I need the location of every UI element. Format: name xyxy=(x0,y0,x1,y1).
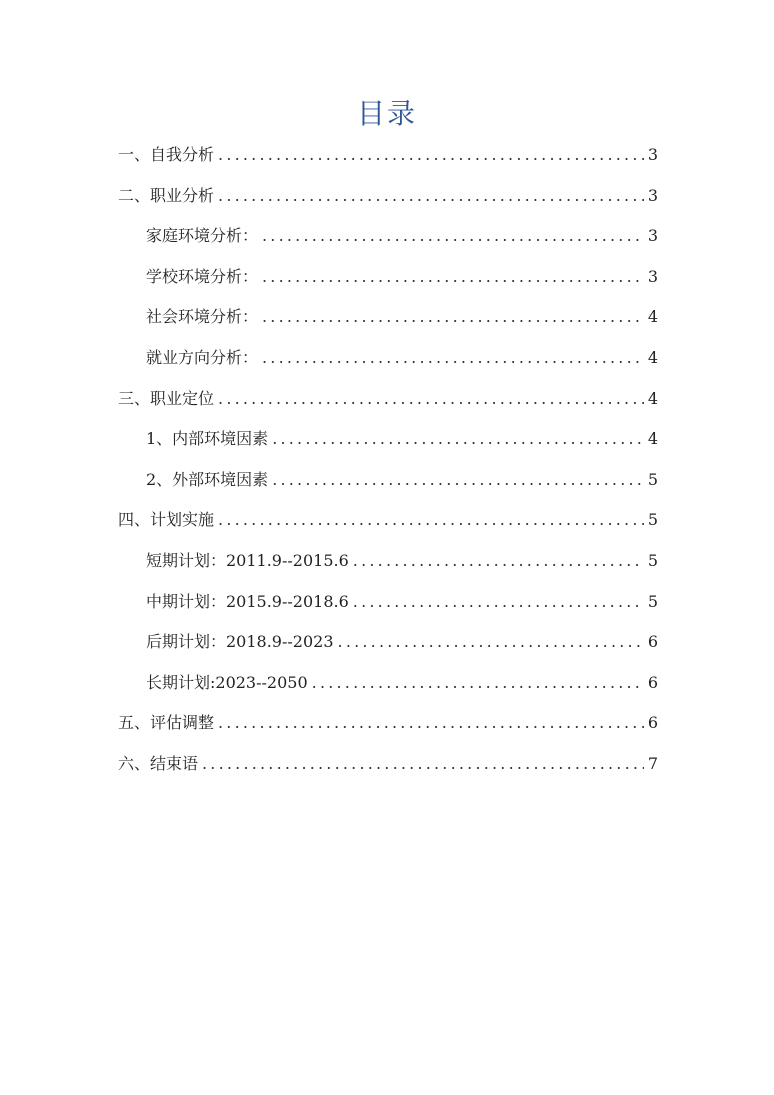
toc-subentry[interactable] xyxy=(118,589,658,630)
toc-leader-dots xyxy=(262,345,644,371)
toc-entry-label: 1、内部环境因素 xyxy=(146,429,269,449)
toc-leader-dots xyxy=(353,589,644,615)
toc-subentry[interactable] xyxy=(118,345,658,386)
toc-subentry[interactable] xyxy=(118,467,658,508)
toc-entry-label: 短期计划：2011.9--2015.6 xyxy=(146,550,349,570)
toc-leader-dots xyxy=(262,223,644,249)
toc-page-number: 7 xyxy=(647,753,658,773)
toc-entry-label: 学校环境分析： xyxy=(146,266,259,286)
toc-page-number: 4 xyxy=(647,347,658,367)
toc-entry[interactable] xyxy=(118,710,658,751)
toc-entry-label: 就业方向分析： xyxy=(146,347,259,367)
toc-leader-dots xyxy=(262,304,644,330)
toc-entry-label: 六、结束语 xyxy=(118,753,199,773)
toc-entry-label: 家庭环境分析： xyxy=(146,226,259,246)
toc-leader-dots xyxy=(312,670,644,696)
toc-leader-dots xyxy=(218,507,644,533)
toc-page-number: 5 xyxy=(647,469,658,489)
toc-leader-dots xyxy=(202,751,644,777)
toc-entry-number: 二、 xyxy=(118,185,151,205)
toc-page-number: 3 xyxy=(647,266,658,286)
toc-entry[interactable] xyxy=(118,183,658,224)
toc-entry-label: 职业定位 xyxy=(150,388,215,408)
toc-page-number: 4 xyxy=(647,429,658,449)
toc-entry-label: 2、外部环境因素 xyxy=(146,469,269,489)
toc-page-number: 5 xyxy=(647,550,658,570)
toc-entry-number: 四、 xyxy=(118,510,151,530)
toc-subentry[interactable] xyxy=(118,304,658,345)
toc-leader-dots xyxy=(353,548,644,574)
toc-entry-label: 自我分析 xyxy=(150,145,215,164)
toc-leader-dots xyxy=(218,183,644,209)
toc-page-number: 3 xyxy=(647,226,658,246)
toc-leader-dots xyxy=(272,467,644,493)
toc-subentry[interactable] xyxy=(118,548,658,589)
toc-subentry[interactable] xyxy=(118,629,658,670)
toc-entry-label: 计划实施 xyxy=(150,510,215,530)
toc-entry-number: 一、 xyxy=(118,145,151,164)
toc-leader-dots xyxy=(218,710,644,736)
table-of-contents xyxy=(118,142,658,792)
toc-page-number: 6 xyxy=(647,632,658,652)
toc-subentry[interactable] xyxy=(118,670,658,711)
toc-leader-dots xyxy=(338,629,644,655)
toc-subentry[interactable] xyxy=(118,426,658,467)
toc-page-number: 4 xyxy=(647,307,658,327)
toc-page-number: 4 xyxy=(647,388,658,408)
toc-leader-dots xyxy=(262,264,644,290)
toc-page-number: 3 xyxy=(647,145,658,164)
toc-entry[interactable] xyxy=(118,386,658,427)
toc-subentry[interactable] xyxy=(118,264,658,305)
toc-entry-label: 五、评估调整 xyxy=(118,713,215,733)
toc-entry-label: 中期计划：2015.9--2018.6 xyxy=(146,591,349,611)
toc-entry-number: 三、 xyxy=(118,388,151,408)
toc-entry-label: 后期计划：2018.9--2023 xyxy=(146,632,334,652)
toc-leader-dots xyxy=(218,386,644,412)
toc-leader-dots xyxy=(272,426,644,452)
toc-entry[interactable] xyxy=(118,751,658,792)
toc-entry-label: 社会环境分析： xyxy=(146,307,259,327)
toc-entry-label: 长期计划:2023--2050 xyxy=(146,672,308,692)
toc-page-number: 6 xyxy=(647,672,658,692)
toc-entry[interactable] xyxy=(118,507,658,548)
toc-page-number: 6 xyxy=(647,713,658,733)
toc-entry-label: 职业分析 xyxy=(150,185,215,205)
toc-leader-dots xyxy=(218,142,644,168)
page-title: 目录 xyxy=(356,97,417,130)
toc-page-number: 5 xyxy=(647,591,658,611)
toc-page-number: 5 xyxy=(647,510,658,530)
toc-subentry[interactable] xyxy=(118,223,658,264)
toc-page-number: 3 xyxy=(647,185,658,205)
toc-entry[interactable] xyxy=(118,142,658,183)
